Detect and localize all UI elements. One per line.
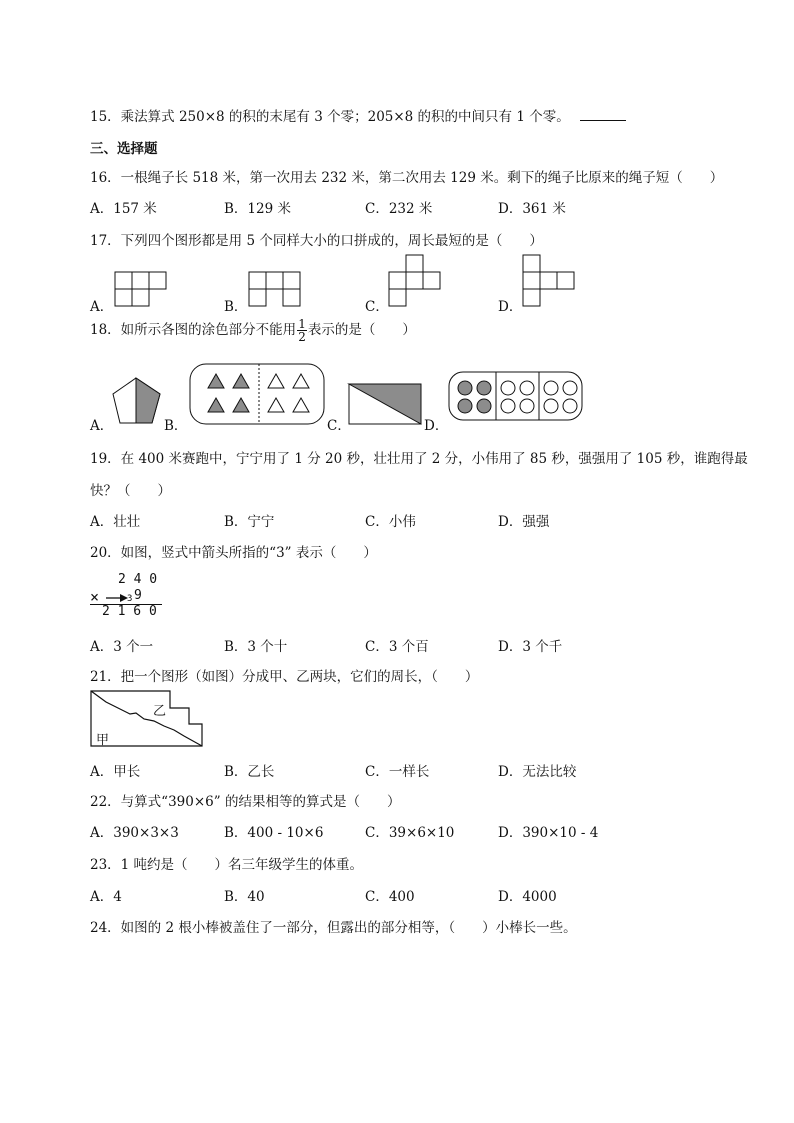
fraction-numerator: 1 [298, 317, 306, 331]
q16-option-d[interactable]: D．361 米 [498, 201, 566, 217]
q19-option-c[interactable]: C．小伟 [365, 514, 416, 530]
q21-option-c[interactable]: C．一样长 [365, 764, 430, 780]
question-19-line2: 快？（ ） [90, 483, 171, 499]
q18-option-d[interactable]: D． [424, 418, 449, 434]
answer-blank[interactable] [580, 108, 626, 121]
q19-option-b[interactable]: B．宁宁 [224, 514, 275, 530]
question-19-line1: 19．在 400 米赛跑中，宁宁用了 1 分 20 秒，壮壮用了 2 分，小伟用了 85 秒，强强用了 105 秒，谁跑得最 [90, 451, 748, 467]
q18-figure-a-pentagon [110, 375, 166, 427]
question-22-text: 22．与算式“390×6” 的结果相等的算式是（ ） [90, 794, 401, 810]
q17-figure-a [112, 270, 172, 310]
q22-option-c[interactable]: C．39×6×10 [365, 825, 455, 841]
q18-text-before: 18．如所示各图的涂色部分不能用 [90, 322, 297, 338]
q18-text-after: 表示的是（ ） [307, 322, 416, 338]
question-21-text: 21．把一个图形（如图）分成甲、乙两块，它们的周长，（ ） [90, 669, 479, 685]
q22-option-a[interactable]: A．390×3×3 [90, 825, 179, 841]
q22-option-b[interactable]: B．400 - 10×6 [224, 825, 324, 841]
q18-figure-b-triangles [188, 362, 328, 428]
vertical-multiplicand: 2 4 0 [118, 572, 158, 587]
q18-option-c[interactable]: C． [327, 418, 351, 434]
small-three: 3 [127, 594, 133, 604]
times-sign: × [90, 588, 100, 606]
fraction-one-half [297, 318, 307, 343]
q18-figure-c-rectangle [346, 381, 426, 427]
question-17-text: 17．下列四个图形都是用 5 个同样大小的口拼成的，周长最短的是（ ） [90, 233, 543, 249]
q17-option-d: D． [498, 299, 523, 315]
q17-option-c[interactable]: C． [365, 299, 389, 315]
q17-option-b[interactable]: B． [224, 299, 248, 315]
q17-figure-d [520, 253, 580, 309]
fraction-denominator: 2 [298, 330, 306, 344]
label-yi: 乙 [153, 704, 167, 719]
vertical-product: 2 1 6 0 [102, 604, 157, 619]
question-24-text: 24．如图的 2 根小棒被盖住了一部分，但露出的部分相等，（ ）小棒长一些。 [90, 920, 577, 936]
question-18 [90, 318, 416, 343]
q20-option-d[interactable]: D．3 个千 [498, 639, 563, 655]
q20-option-b[interactable]: B．3 个十 [224, 639, 288, 655]
q23-option-a[interactable]: A．4 [90, 889, 122, 905]
q19-option-d[interactable]: D．强强 [498, 514, 550, 530]
q18-option-a[interactable]: A． [90, 418, 114, 434]
question-15-text: 15．乘法算式 250×8 的积的末尾有 3 个零；205×8 的积的中间只有 1 个零。 [90, 109, 570, 125]
q23-option-d[interactable]: D．4000 [498, 889, 557, 905]
q16-option-c[interactable]: C．232 米 [365, 201, 433, 217]
q18-option-b[interactable]: B． [164, 418, 188, 434]
question-15 [90, 105, 626, 125]
question-23-text: 23．1 吨约是（ ）名三年级学生的体重。 [90, 857, 364, 873]
q23-option-b[interactable]: B．40 [224, 889, 265, 905]
q20-option-a[interactable]: A．3 个一 [90, 639, 154, 655]
question-20-text: 20．如图，竖式中箭头所指的“3” 表示（ ） [90, 545, 377, 561]
q20-option-c[interactable]: C．3 个百 [365, 639, 429, 655]
q17-figure-b [246, 270, 306, 310]
q17-option-a[interactable]: A． [90, 299, 114, 315]
multiplier-nine: 9 [134, 588, 142, 603]
q21-option-d[interactable]: D．无法比较 [498, 764, 577, 780]
q21-option-b[interactable]: B．乙长 [224, 764, 275, 780]
q16-option-a[interactable]: A．157 米 [90, 201, 157, 217]
label-jia: 甲 [96, 733, 110, 748]
q16-option-b[interactable]: B．129 米 [224, 201, 291, 217]
q23-option-c[interactable]: C．400 [365, 889, 415, 905]
q18-figure-d-circles [446, 369, 586, 425]
question-16-text: 16．一根绳子长 518 米，第一次用去 232 米，第二次用去 129 米。剩下的绳子比原来的绳子短（ ） [90, 170, 724, 186]
q22-option-d[interactable]: D．390×10 - 4 [498, 825, 599, 841]
q17-figure-c [386, 253, 446, 309]
q21-option-a[interactable]: A．甲长 [90, 764, 141, 780]
q19-option-a[interactable]: A．壮壮 [90, 514, 141, 530]
section-title: 三、选择题 [90, 141, 158, 157]
